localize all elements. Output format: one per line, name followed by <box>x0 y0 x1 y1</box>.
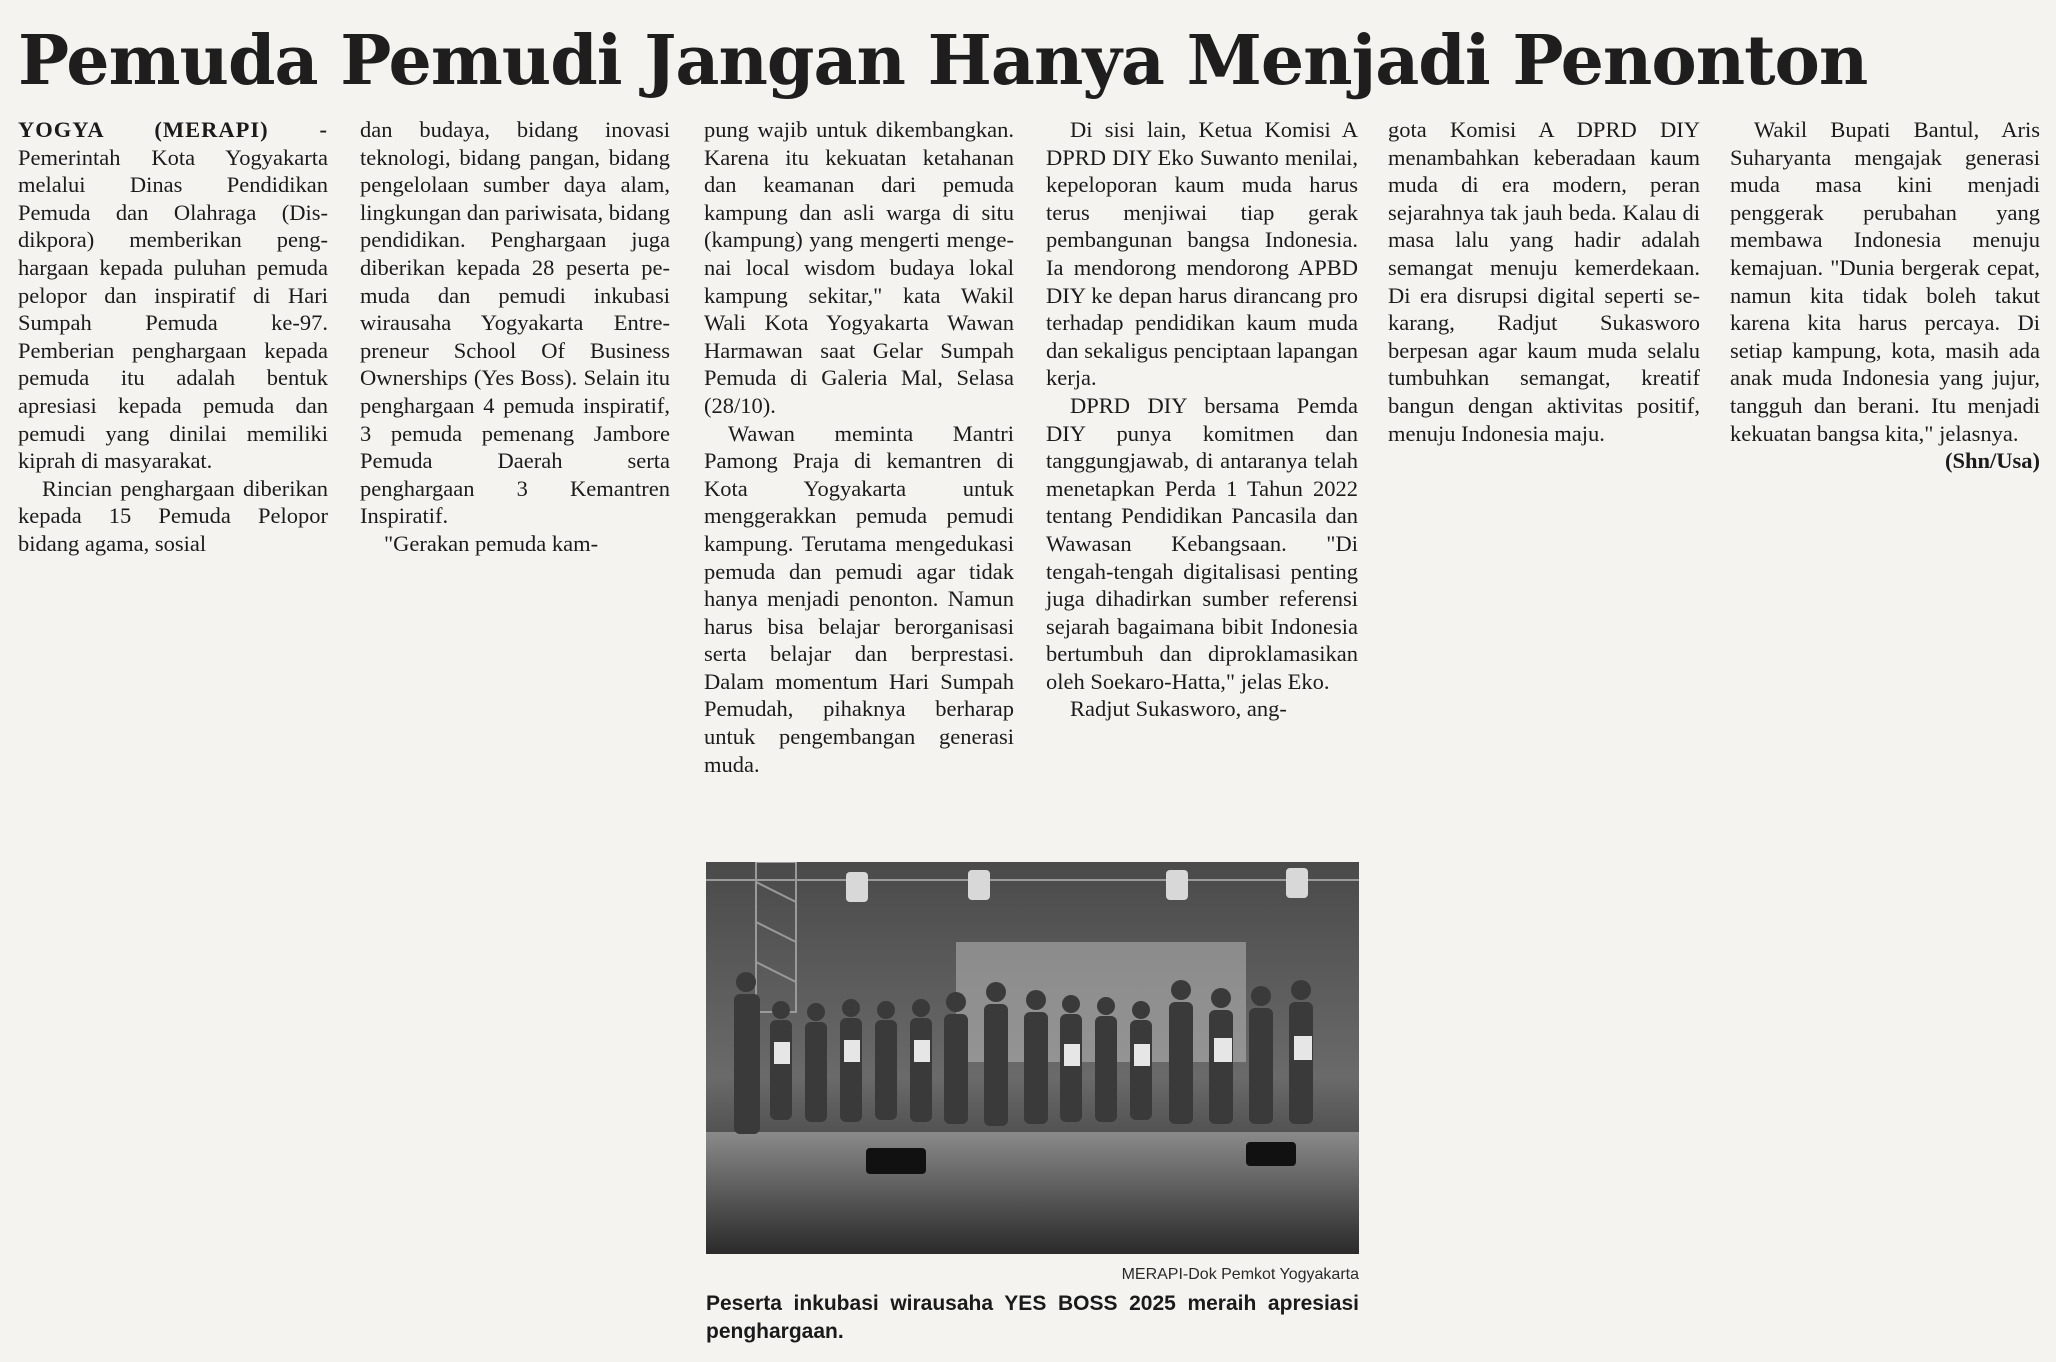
column-2 <box>360 116 670 558</box>
photo-caption: Peserta inkubasi wirausaha YES BOSS 2025 meraih apresiasi penghargaan. <box>706 1292 1359 1343</box>
photo-credit: MERAPI-Dok Pemkot Yogyakarta <box>1121 1266 1359 1283</box>
paragraph: Wakil Bupati Bantul, Aris Suharyanta mengajak generasi muda masa kini menjadi penggerak perubahan yang membawa Indonesia menuju kemajuan. "Dunia bergerak cepat, namun kita tidak boleh takut karena kita harus percaya. Di setiap kampung, kota, masih ada anak muda Indonesia yang jujur, tangguh dan berani. Itu menjadi kekuatan bangsa kita," jelasnya. <box>1730 117 2040 446</box>
column-6 <box>1730 116 2040 475</box>
paragraph: Rincian penghargaan diberikan kepada 15 Pemuda Pelopor bidang agama, sosial <box>18 475 328 556</box>
column-4 <box>1046 116 1358 723</box>
column-5 <box>1388 116 1700 447</box>
paragraph-text: Pemerintah Kota Yogyakarta melalui Dinas Pendidikan Pemuda dan Olahraga (Disdikpora) memberikan penghargaan kepada puluhan pemuda pelopor dan inspiratif di Hari Sumpah Pemuda ke-97. Pemberian penghargaan kepada pemuda itu adalah bentuk apresiasi kepada pemuda dan pemudi yang dinilai memiliki kiprah di masyarakat. <box>18 144 328 474</box>
paragraph <box>18 116 328 475</box>
column-1 <box>18 116 328 558</box>
paragraph: "Gerakan pemuda kam- <box>384 530 599 556</box>
photo-illustration <box>706 862 1359 1254</box>
event-photo <box>706 862 1359 1254</box>
byline: (Shn/Usa) <box>1944 448 2040 474</box>
paragraph: pung wajib untuk dikembangkan. Karena itu kekuatan ketahanan dan keamanan dari pemuda kampung dan asli warga di situ (kampung) yang mengerti mengenai local wisdom budaya lokal kampung sekitar," kata Wakil Wali Kota Yogyakarta Wawan Harmawan saat Gelar Sumpah Pemuda di Galeria Mal, Selasa (28/10). <box>704 117 1014 418</box>
paragraph: Di sisi lain, Ketua Komisi A DPRD DIY Eko Suwanto menilai, kepeloporan kaum muda harus terus menjiwai tiap gerak pembangunan bangsa Indonesia. Ia mendorong mendorong APBD DIY ke depan harus dirancang pro terhadap pendidikan kaum muda dan sekaligus penciptaan lapangan kerja. <box>1046 117 1358 391</box>
paragraph: Wawan meminta Mantri Pamong Praja di kemantren di Kota Yogyakarta untuk menggerakkan pemuda pemudi kampung. Terutama mengedukasi pemuda dan pemudi agar tidak hanya menjadi penonton. Namun harus bisa belajar berorganisasi serta belajar dan berprestasi. Dalam momentum Hari Sumpah Pemudah, pihaknya berharap untuk pengembangan generasi muda. <box>704 420 1014 777</box>
column-3 <box>704 116 1014 778</box>
paragraph: gota Komisi A DPRD DIY menambahkan keberadaan kaum muda di era modern, peran sejarahnya tak jauh beda. Kalau di masa lalu yang hadir adalah semangat menuju kemerdekaan. Di era disrupsi digital seperti sekarang, Radjut Sukasworo berpesan agar kaum muda selalu tumbuhkan semangat, kreatif bangun dengan aktivitas positif, menuju Indonesia maju. <box>1388 117 1700 446</box>
paragraph: DPRD DIY bersama Pemda DIY punya komitmen dan tanggungjawab, di antaranya telah menetapkan Perda 1 Tahun 2022 tentang Pendidikan Pancasila dan Wawasan Kebangsaan. "Di tengah-tengah digitalisasi penting juga dihadirkan sumber referensi sejarah bagaimana bibit Indonesia bertumbuh dan diproklamasikan oleh Soekaro-Hatta," jelas Eko. <box>1046 392 1358 694</box>
paragraph: Radjut Sukasworo, ang- <box>1070 696 1287 722</box>
headline: Pemuda Pemudi Jangan Hanya Menjadi Penonton <box>18 21 1868 101</box>
paragraph: dan budaya, bidang inovasi teknologi, bidang pangan, bidang pengelolaan sumber daya alam, lingkungan dan pariwisata, bidang pendidikan. Penghargaan juga diberikan kepada 28 peserta pemuda dan pemudi inkubasi wirausaha Yogyakarta Entrepreneur School Of Business Ownerships (Yes Boss). Selain itu penghargaan 4 pemuda inspiratif, 3 pemuda pemenang Jambore Pemuda Daerah serta penghargaan 3 Kemantren Inspiratif. <box>360 117 670 529</box>
dateline: YOGYA (MERAPI) - <box>18 117 328 142</box>
